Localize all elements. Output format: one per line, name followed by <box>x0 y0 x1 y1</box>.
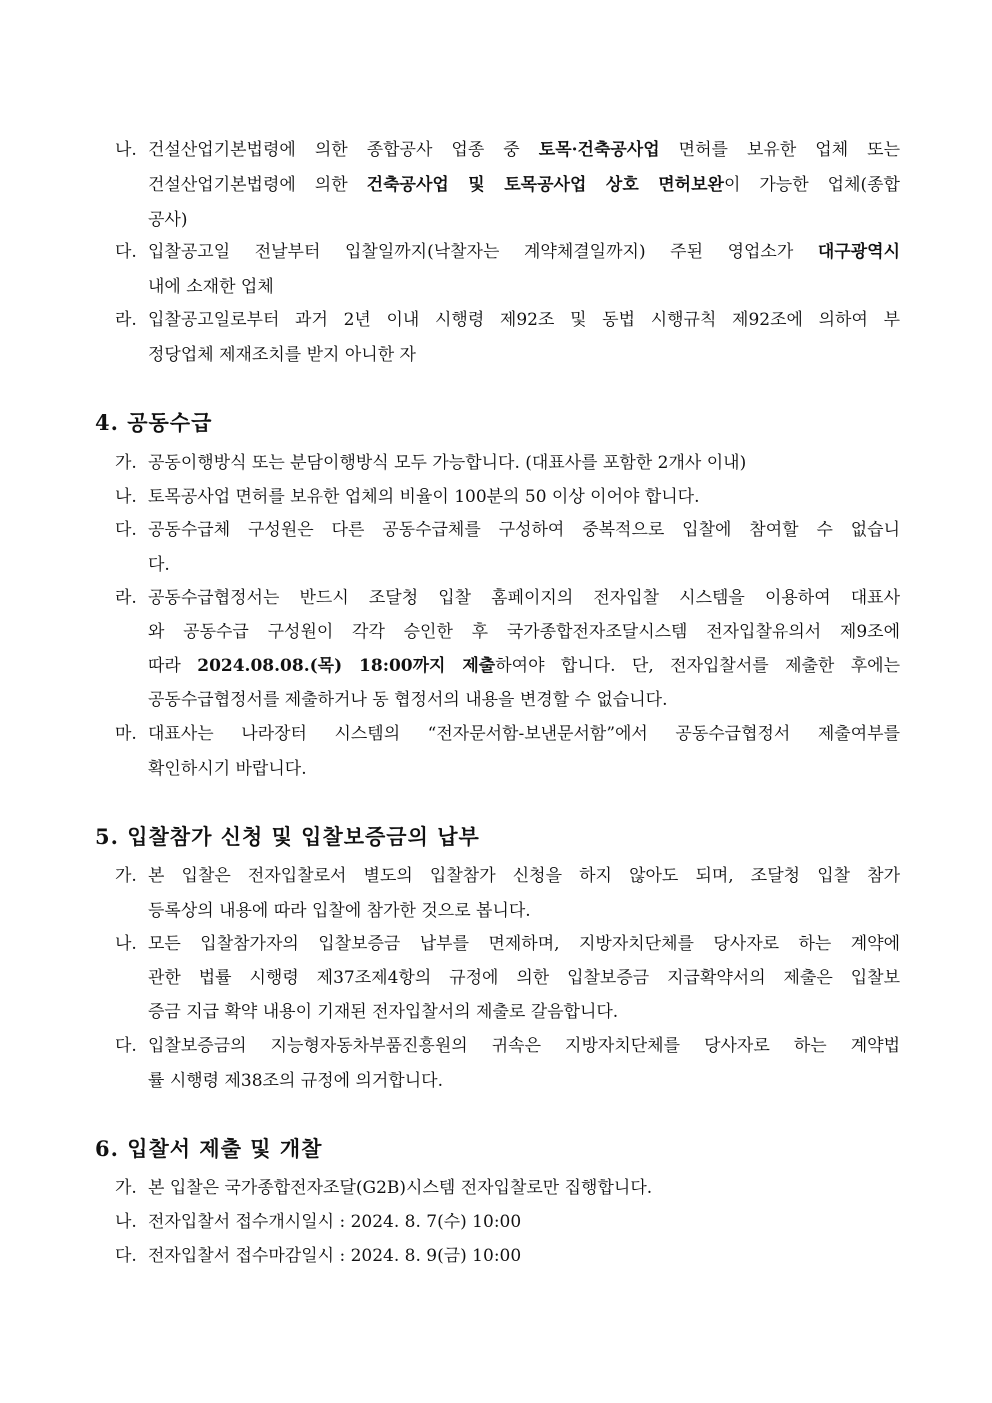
item-line: 대표사는 나라장터 시스템의 “전자문서함-보낸문서함”에서 공동수급협정서 제출여부를 <box>148 724 900 744</box>
section-heading-joint-contract: 4. 공동수급 <box>95 410 213 435</box>
item-line: 입찰공고일 전날부터 입찰일까지(낙찰자는 계약체결일까지) 주된 영업소가 대구광역시 <box>148 242 900 262</box>
item-marker: 마. <box>115 724 137 744</box>
item-marker: 라. <box>115 588 137 608</box>
item-line: 공사) <box>148 210 188 230</box>
item-line: 건설산업기본법령에 의한 종합공사 업종 중 토목·건축공사업 면허를 보유한 업체 또는 <box>148 140 900 160</box>
item-line: 따라 2024.08.08.(목) 18:00까지 제출하여야 합니다. 단, 전자입찰서를 제출한 후에는 <box>148 656 900 676</box>
item-marker: 다. <box>115 520 137 540</box>
section-heading-bid-submission: 6. 입찰서 제출 및 개찰 <box>95 1136 323 1161</box>
item-line: 다. <box>148 555 170 575</box>
item-line: 률 시행령 제38조의 규정에 의거합니다. <box>148 1071 443 1091</box>
item-line: 본 입찰은 전자입찰로서 별도의 입찰참가 신청을 하지 않아도 되며, 조달청 입찰 참가 <box>148 866 900 886</box>
item-line: 와 공동수급 구성원이 각각 승인한 후 국가종합전자조달시스템 전자입찰유의서 제9조에 <box>148 622 900 642</box>
item-marker: 나. <box>115 1212 137 1232</box>
item-line: 입찰보증금의 지능형자동차부품진흥원의 귀속은 지방자치단체를 당사자로 하는 계약법 <box>148 1036 900 1056</box>
item-marker: 라. <box>115 310 137 330</box>
item-line: 전자입찰서 접수마감일시 : 2024. 8. 9(금) 10:00 <box>148 1246 522 1266</box>
item-marker: 나. <box>115 934 137 954</box>
item-marker: 가. <box>115 866 137 886</box>
item-marker: 나. <box>115 140 137 160</box>
item-marker: 가. <box>115 1178 137 1198</box>
item-line: 등록상의 내용에 따라 입찰에 참가한 것으로 봅니다. <box>148 901 531 921</box>
item-line: 공동이행방식 또는 분담이행방식 모두 가능합니다. (대표사를 포함한 2개사 이내) <box>148 453 747 473</box>
item-line: 토목공사업 면허를 보유한 업체의 비율이 100분의 50 이상 이어야 합니다. <box>148 487 700 507</box>
item-marker: 다. <box>115 1246 137 1266</box>
item-line: 확인하시기 바랍니다. <box>148 759 307 779</box>
item-line: 입찰공고일로부터 과거 2년 이내 시행령 제92조 및 동법 시행규칙 제92조에 의하여 부 <box>148 310 900 330</box>
item-line: 공동수급협정서는 반드시 조달청 입찰 홈페이지의 전자입찰 시스템을 이용하여 대표사 <box>148 588 900 608</box>
item-marker: 다. <box>115 1036 137 1056</box>
item-marker: 나. <box>115 487 137 507</box>
section-heading-bid-participation: 5. 입찰참가 신청 및 입찰보증금의 납부 <box>95 824 480 849</box>
item-line: 본 입찰은 국가종합전자조달(G2B)시스템 전자입찰로만 집행합니다. <box>148 1178 653 1198</box>
item-line: 내에 소재한 업체 <box>148 277 274 297</box>
item-line: 정당업체 제재조치를 받지 아니한 자 <box>148 345 416 365</box>
item-marker: 다. <box>115 242 137 262</box>
item-line: 공동수급협정서를 제출하거나 동 협정서의 내용을 변경할 수 없습니다. <box>148 690 668 710</box>
item-line: 전자입찰서 접수개시일시 : 2024. 8. 7(수) 10:00 <box>148 1212 522 1232</box>
item-marker: 가. <box>115 453 137 473</box>
item-line: 공동수급체 구성원은 다른 공동수급체를 구성하여 중복적으로 입찰에 참여할 수 없습니 <box>148 520 900 540</box>
item-line: 건설산업기본법령에 의한 건축공사업 및 토목공사업 상호 면허보완이 가능한 업체(종합 <box>148 175 900 195</box>
item-line: 모든 입찰참가자의 입찰보증금 납부를 면제하며, 지방자치단체를 당사자로 하는 계약에 <box>148 934 900 954</box>
item-line: 증금 지급 확약 내용이 기재된 전자입찰서의 제출로 갈음합니다. <box>148 1002 619 1022</box>
item-line: 관한 법률 시행령 제37조제4항의 규정에 의한 입찰보증금 지급확약서의 제출은 입찰보 <box>148 968 900 988</box>
